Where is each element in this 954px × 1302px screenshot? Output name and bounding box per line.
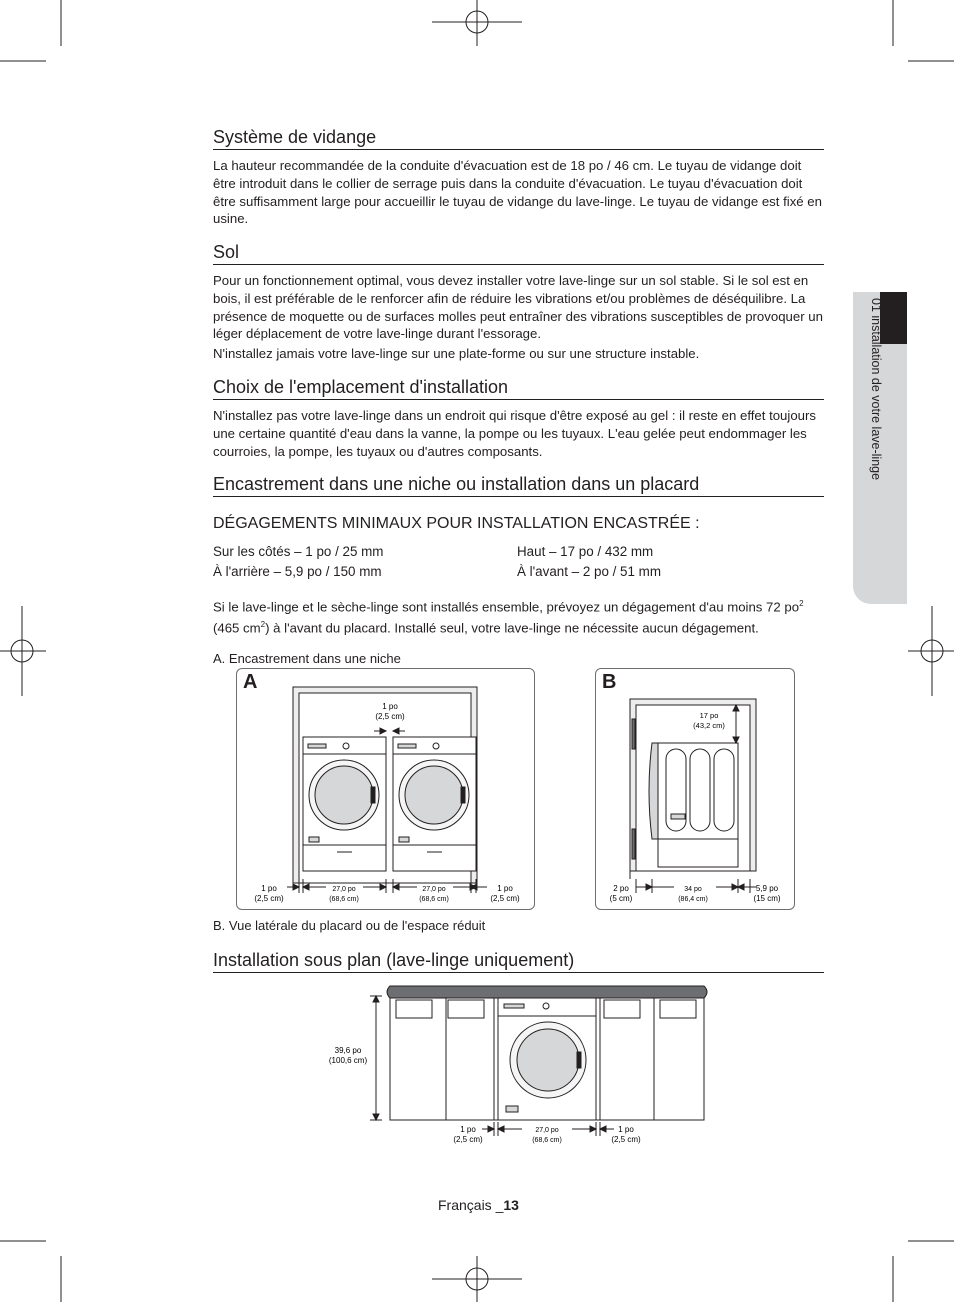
dim-width-1: 27,0 po (68,6 cm)	[329, 886, 359, 903]
drain-heading: Système de vidange	[213, 126, 824, 150]
dim-washer-width: 27,0 po (68,6 cm)	[532, 1127, 562, 1144]
dim-depth: 34 po (86,4 cm)	[678, 886, 708, 903]
floor-text: Pour un fonctionnement optimal, vous devez installer votre lave-linge sur un sol stable. Si le sol est en bois, il est préférable de le renforcer afin de réduire les vibrations et/ou problèmes de déséquilibre. La présence de moquette ou de surfaces molles peut entraîner des vibrations susceptibles de provoquer un léger déplacement de votre lave-linge durant l'essorage.	[213, 273, 823, 342]
clearance-top: Haut – 17 po / 432 mm	[517, 544, 654, 559]
dim-top-clearance: 17 po (43,2 cm)	[693, 711, 725, 730]
diagram-side-view	[595, 668, 795, 910]
side-view-illustration	[596, 669, 794, 909]
diagram-alcove	[236, 668, 535, 910]
floor-heading: Sol	[213, 241, 824, 265]
dim-width-2: 27,0 po (68,6 cm)	[419, 886, 449, 903]
footer-language: Français _	[438, 1197, 504, 1213]
clearances-subheading: DÉGAGEMENTS MINIMAUX POUR INSTALLATION ENCASTRÉE :	[213, 515, 700, 532]
dim-gap-top: 1 po (2,5 cm)	[375, 702, 405, 721]
location-heading: Choix de l'emplacement d'installation	[213, 376, 824, 400]
diagram-b-letter: B	[602, 671, 617, 693]
side-tab-marker	[880, 292, 907, 344]
diagram-a-letter: A	[243, 671, 258, 693]
alcove-heading: Encastrement dans une niche ou installation dans un placard	[213, 473, 824, 497]
clearance-front: À l'avant – 2 po / 51 mm	[517, 564, 661, 579]
caption-a: A. Encastrement dans une niche	[213, 651, 401, 666]
alcove-illustration	[237, 669, 534, 909]
dim-rear-clearance: 5,9 po (15 cm)	[753, 884, 781, 903]
location-text: N'installez pas votre lave-linge dans un endroit qui risque d'être exposé au gel : il reste en effet toujours une certaine quantité d'eau dans la vanne, la pompe ou les tuyaux. L'eau gelée peut endommager les courroies, la pompe, les tuyaux ou d'autres composants.	[213, 408, 816, 459]
dim-left-gap: 1 po (2,5 cm)	[453, 1125, 483, 1144]
page-footer	[438, 1197, 519, 1213]
drain-text: La hauteur recommandée de la conduite d'évacuation est de 18 po / 46 cm. Le tuyau de vidange doit être introduit dans le collier de serrage puis dans la conduite d'évacuation. Le tuyau d'évacuation doit être suffisamment large pour accueillir le tuyau de vidange du lave-linge. Le tuyau de vidange est fixé en usine.	[213, 158, 822, 227]
dim-left: 1 po (2,5 cm)	[254, 884, 284, 903]
undercounter-heading: Installation sous plan (lave-linge uniquement)	[213, 949, 824, 973]
dim-right-gap: 1 po (2,5 cm)	[611, 1125, 641, 1144]
caption-b: B. Vue latérale du placard ou de l'espace réduit	[213, 918, 486, 933]
clearance-sides: Sur les côtés – 1 po / 25 mm	[213, 544, 384, 559]
dim-front-clearance: 2 po (5 cm)	[609, 884, 633, 903]
alcove-note: Si le lave-linge et le sèche-linge sont installés ensemble, prévoyez un dégagement d'au moins 72 $po^2$ (465 $cm^2$) à l'avant du placard. Installé seul, votre lave-linge ne nécessite aucun dégagement.	[213, 599, 804, 636]
floor-warning: N'installez jamais votre lave-linge sur une plate-forme ou sur une structure instable.	[213, 346, 700, 361]
dim-height: 39,6 po (100,6 cm)	[328, 1046, 368, 1065]
clearance-rear: À l'arrière – 5,9 po / 150 mm	[213, 564, 382, 579]
page-number: 13	[503, 1197, 519, 1213]
side-tab-label: 01 installation de votre lave-linge	[869, 298, 883, 481]
undercounter-illustration	[318, 982, 718, 1152]
dim-right: 1 po (2,5 cm)	[490, 884, 520, 903]
